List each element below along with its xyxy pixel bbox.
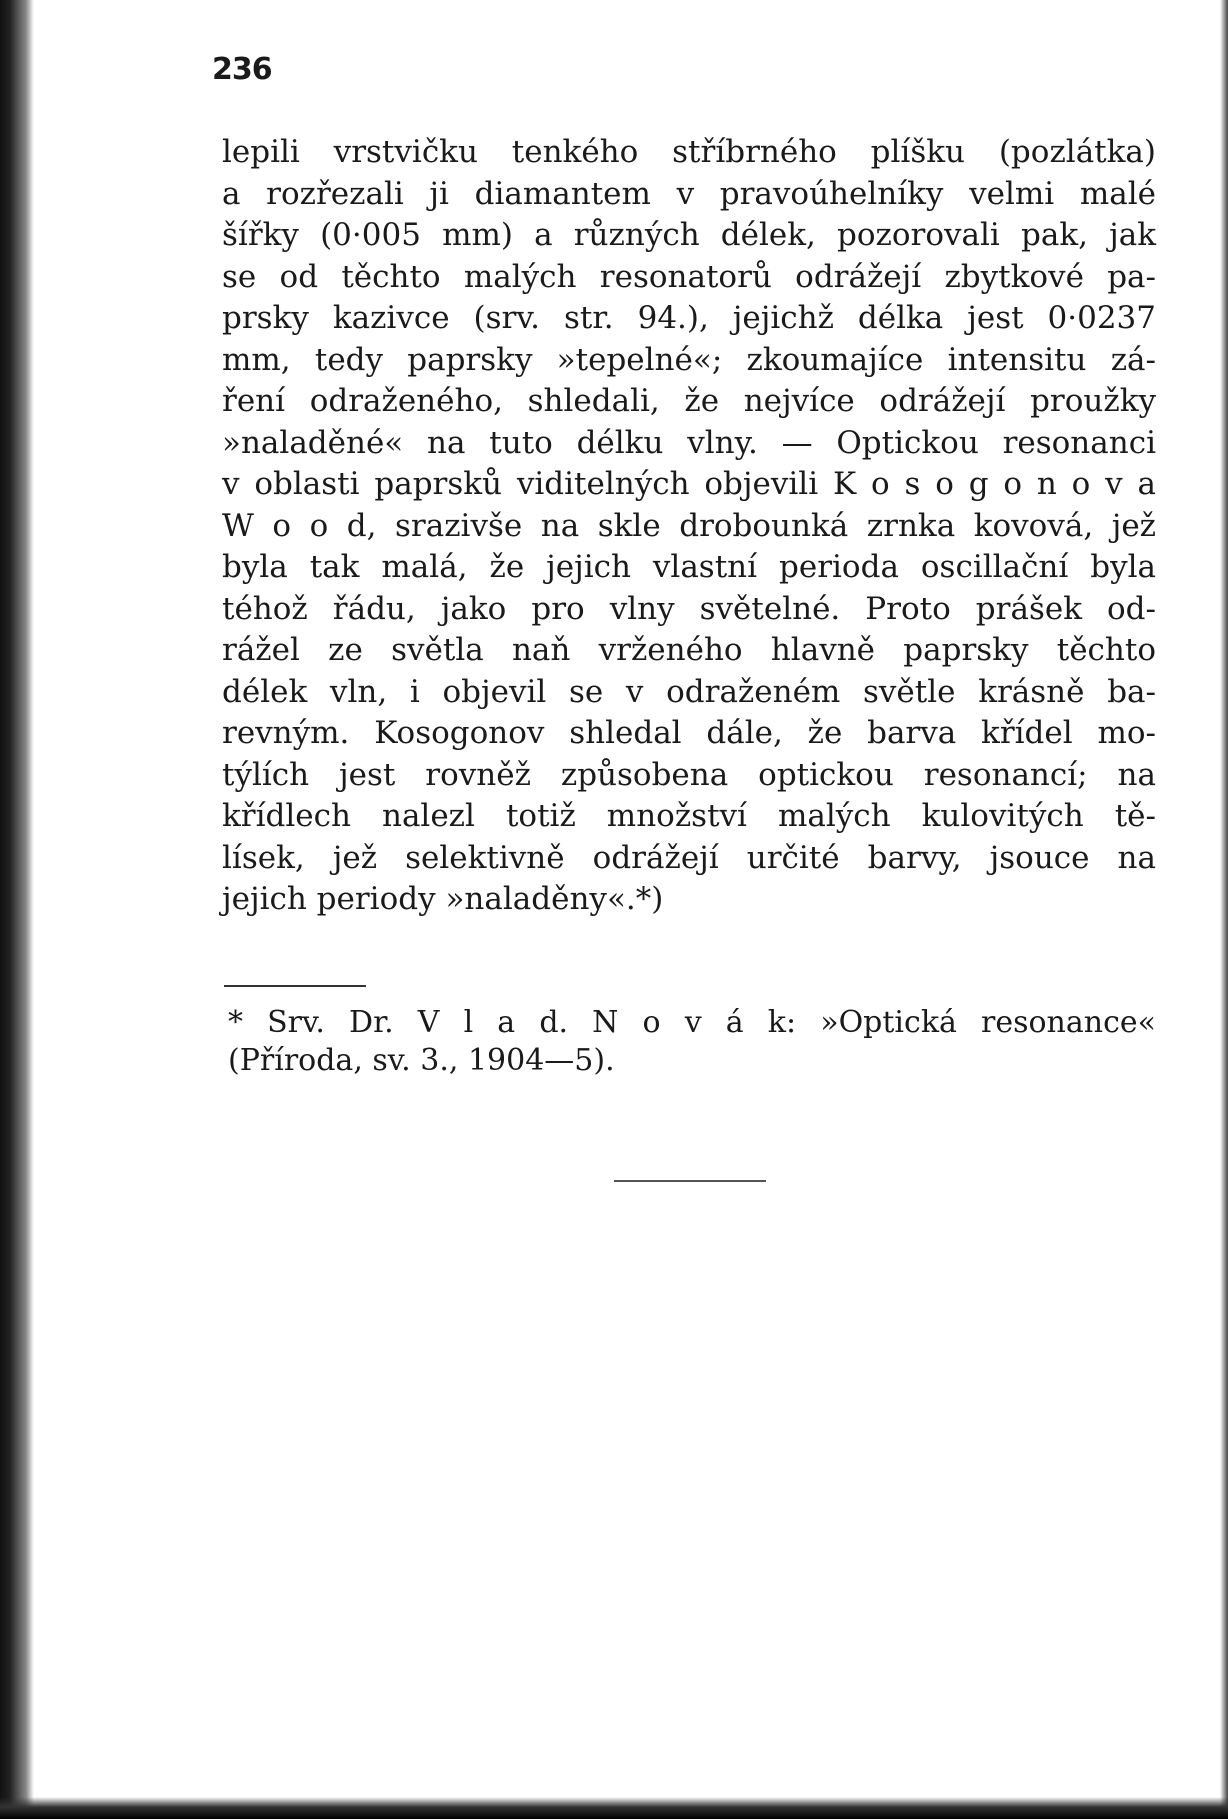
body-line: lísek, jež selektivně odrážejí určité barvy, jsouce na [222, 839, 1156, 876]
body-line: se od těchto malých resonatorů odrážejí zbytkové pa- [222, 258, 1156, 295]
body-line: byla tak malá, že jejich vlastní perioda oscillační byla [222, 549, 1156, 585]
body-line: délek vln, i objevil se v odraženém světle krásně ba- [222, 673, 1156, 710]
body-line: prsky kazivce (srv. str. 94.), jejichž délka jest 0·0237 [222, 300, 1156, 336]
body-line: »naladěné« na tuto délku vlny. — Optickou resonanci [222, 424, 1156, 461]
page-number: 236 [212, 52, 272, 87]
body-line: týlích jest rovněž způsobena optickou resonancí; na [222, 756, 1156, 793]
page-bottom-edge [0, 1797, 1228, 1819]
page-binding-shadow [0, 0, 34, 1819]
body-line: téhož řádu, jako pro vlny světelné. Proto prášek od- [222, 590, 1156, 627]
body-line: ření odraženého, shledali, že nejvíce odrážejí proužky [222, 383, 1156, 419]
page-right-edge [1220, 0, 1228, 1819]
body-line: lepili vrstvičku tenkého stříbrného plíšku (pozlátka) [222, 134, 1156, 170]
body-line: šířky (0·005 mm) a různých délek, pozorovali pak, jak [222, 217, 1156, 253]
body-line: v oblasti paprsků viditelných objevili K o s o g o n o v a [222, 466, 1156, 502]
footnote-line: * Srv. Dr. V l a d. N o v á k: »Optická resonance« [228, 1005, 1156, 1040]
footnote-divider [224, 985, 366, 987]
body-line: W o o d, srazivše na skle drobounká zrnka kovová, jež [222, 507, 1156, 544]
body-line: revným. Kosogonov shledal dále, že barva křídel mo- [222, 715, 1156, 751]
body-paragraph [222, 132, 1156, 921]
body-line: a rozřezali ji diamantem v pravoúhelníky velmi malé [222, 175, 1156, 212]
footnote-line: (Příroda, sv. 3., 1904—5). [228, 1043, 615, 1078]
body-line: mm, tedy paprsky »tepelné«; zkoumajíce intensitu zá- [222, 341, 1156, 378]
footnote [228, 1004, 1156, 1080]
body-line: křídlech nalezl totiž množství malých kulovitých tě- [222, 798, 1156, 834]
body-line: jejich periody »naladěny«.*) [222, 881, 664, 917]
chapter-end-divider [614, 1180, 766, 1182]
body-line: rážel ze světla naň vrženého hlavně paprsky těchto [222, 632, 1156, 668]
